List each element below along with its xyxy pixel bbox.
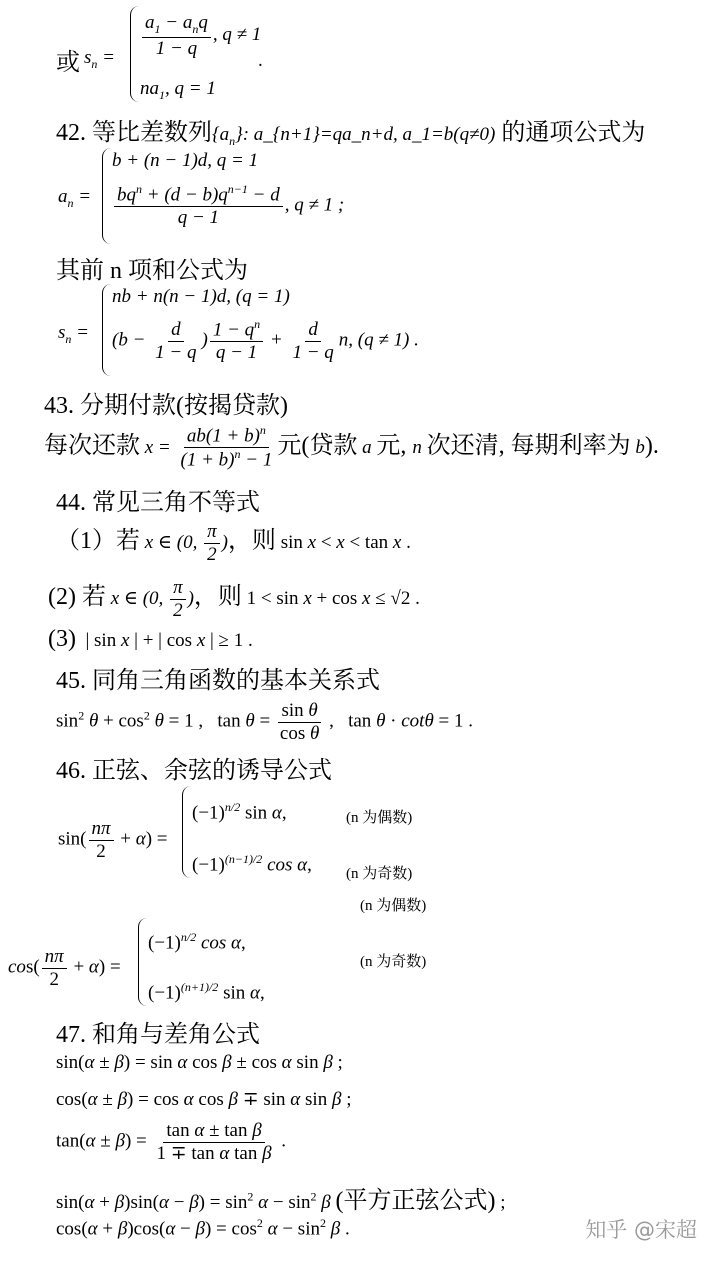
an-case1: b + (n − 1)d, q = 1 <box>112 150 259 171</box>
sec45-formula: $\sin^2 \theta + \cos^2 \theta = 1$ , tan θ = $\frac{\text{sin θ}}{\text{cos θ}}$ , tan θ · cotθ = 1 . <box>56 700 473 744</box>
brace <box>102 148 111 244</box>
sn-case1: $\frac{a_1 - a_nq}{1 - q}$ , q ≠ 1 <box>140 12 261 59</box>
note-odd: (n 为奇数) <box>346 866 413 882</box>
note-even-2: (n 为偶数) <box>360 898 427 914</box>
sec42-heading: 42. 等比差数列$\{a_n\}$: a_{n+1}=qa_n+d, a_1=b(q≠0) 的通项公式为 <box>56 120 646 148</box>
sec46-heading: 46. 正弦、余弦的诱导公式 <box>56 758 332 784</box>
cos-case-odd: $(-1)^{(n+1)/2}$ sin α, <box>148 980 265 1004</box>
sin-case-odd: $(-1)^{(n-1)/2}$ cos α, <box>192 852 312 876</box>
sec44-item2: (2) 若 x ∈ (0, $\frac{\pi}{2}$ )，则 1 < sin x + cos x ≤ √2 . <box>48 577 420 622</box>
brace <box>182 786 191 878</box>
brace <box>138 918 147 1006</box>
sin-sum: sin(α ± β) = sin α cos β ± cos α sin β ; <box>56 1052 343 1073</box>
sin-induction-lhs: sin( $\frac{n\pi}{2}$ + α) = <box>58 818 168 862</box>
an-case2: $\frac{bq^n + (d - b)q^{n-1} - d}{q - 1}$ , q ≠ 1 ; <box>112 183 344 229</box>
brace <box>102 284 111 376</box>
sec43-formula: 每次还款 x = $\frac{ab(1 + b)^n}{(1 + b)^n - 1}$ 元(贷款 a 元, n 次还清, 每期利率为 b). <box>44 423 659 471</box>
sec44-item1: （1）若 x ∈ (0, $\frac{\pi}{2}$ )，则 sin x < x < tan x . <box>56 521 411 566</box>
watermark: 知乎 @宋超 <box>585 1218 697 1242</box>
note-odd-2: (n 为奇数) <box>360 954 427 970</box>
sin-case-even: $(-1)^{n/2}$ sin α, <box>192 800 287 824</box>
tan-sum: tan(α ± β) = $\frac{\text{tan α ± tan β}}{\text{1 ∓ tan α tan β}}$ . <box>56 1120 287 1164</box>
cos-induction-lhs: cos( $\frac{n\pi}{2}$ + α) = <box>8 946 121 990</box>
sn-case2: $na_1$, q = 1 <box>140 78 216 102</box>
sec44-item3: (3) | sin x | + | cos x | ≥ 1 . <box>48 626 253 652</box>
sec47-heading: 47. 和角与差角公式 <box>56 1022 260 1048</box>
sec45-heading: 45. 同角三角函数的基本关系式 <box>56 668 380 694</box>
note-even: (n 为偶数) <box>346 810 413 826</box>
sec44-heading: 44. 常见三角不等式 <box>56 490 260 516</box>
sn-lhs: $s_n$ = <box>84 47 115 71</box>
sn2-case2: (b − $\frac{d}{1 - q}$ ) $\frac{1 - q^n}{q - 1}$ + $\frac{d}{1 - q}$ n, (q ≠ 1) . <box>112 317 419 364</box>
sum-label: 其前 n 项和公式为 <box>56 258 248 284</box>
an-lhs: $a_n$ = <box>58 186 92 210</box>
sec43-heading: 43. 分期付款(按揭贷款) <box>44 393 288 419</box>
sn2-case1: nb + n(n − 1)d, (q = 1) <box>112 286 290 307</box>
cos-sum: cos(α ± β) = cos α cos β ∓ sin α sin β ; <box>56 1089 352 1110</box>
brace <box>130 6 139 102</box>
sn2-lhs: $s_n$ = <box>58 322 89 346</box>
sin-product: $\sin(\alpha + \beta)\sin(\alpha - \beta) = \sin^2 \alpha - \sin^2 \beta$ (平方正弦公式) ; <box>56 1188 506 1214</box>
sn-prefix: 或 <box>56 50 80 76</box>
cos-case-even: $(-1)^{n/2}$ cos α, <box>148 930 246 954</box>
cos-product: $\cos(\alpha + \beta)\cos(\alpha - \beta) = \cos^2 \alpha - \sin^2 \beta$ . <box>56 1216 350 1240</box>
